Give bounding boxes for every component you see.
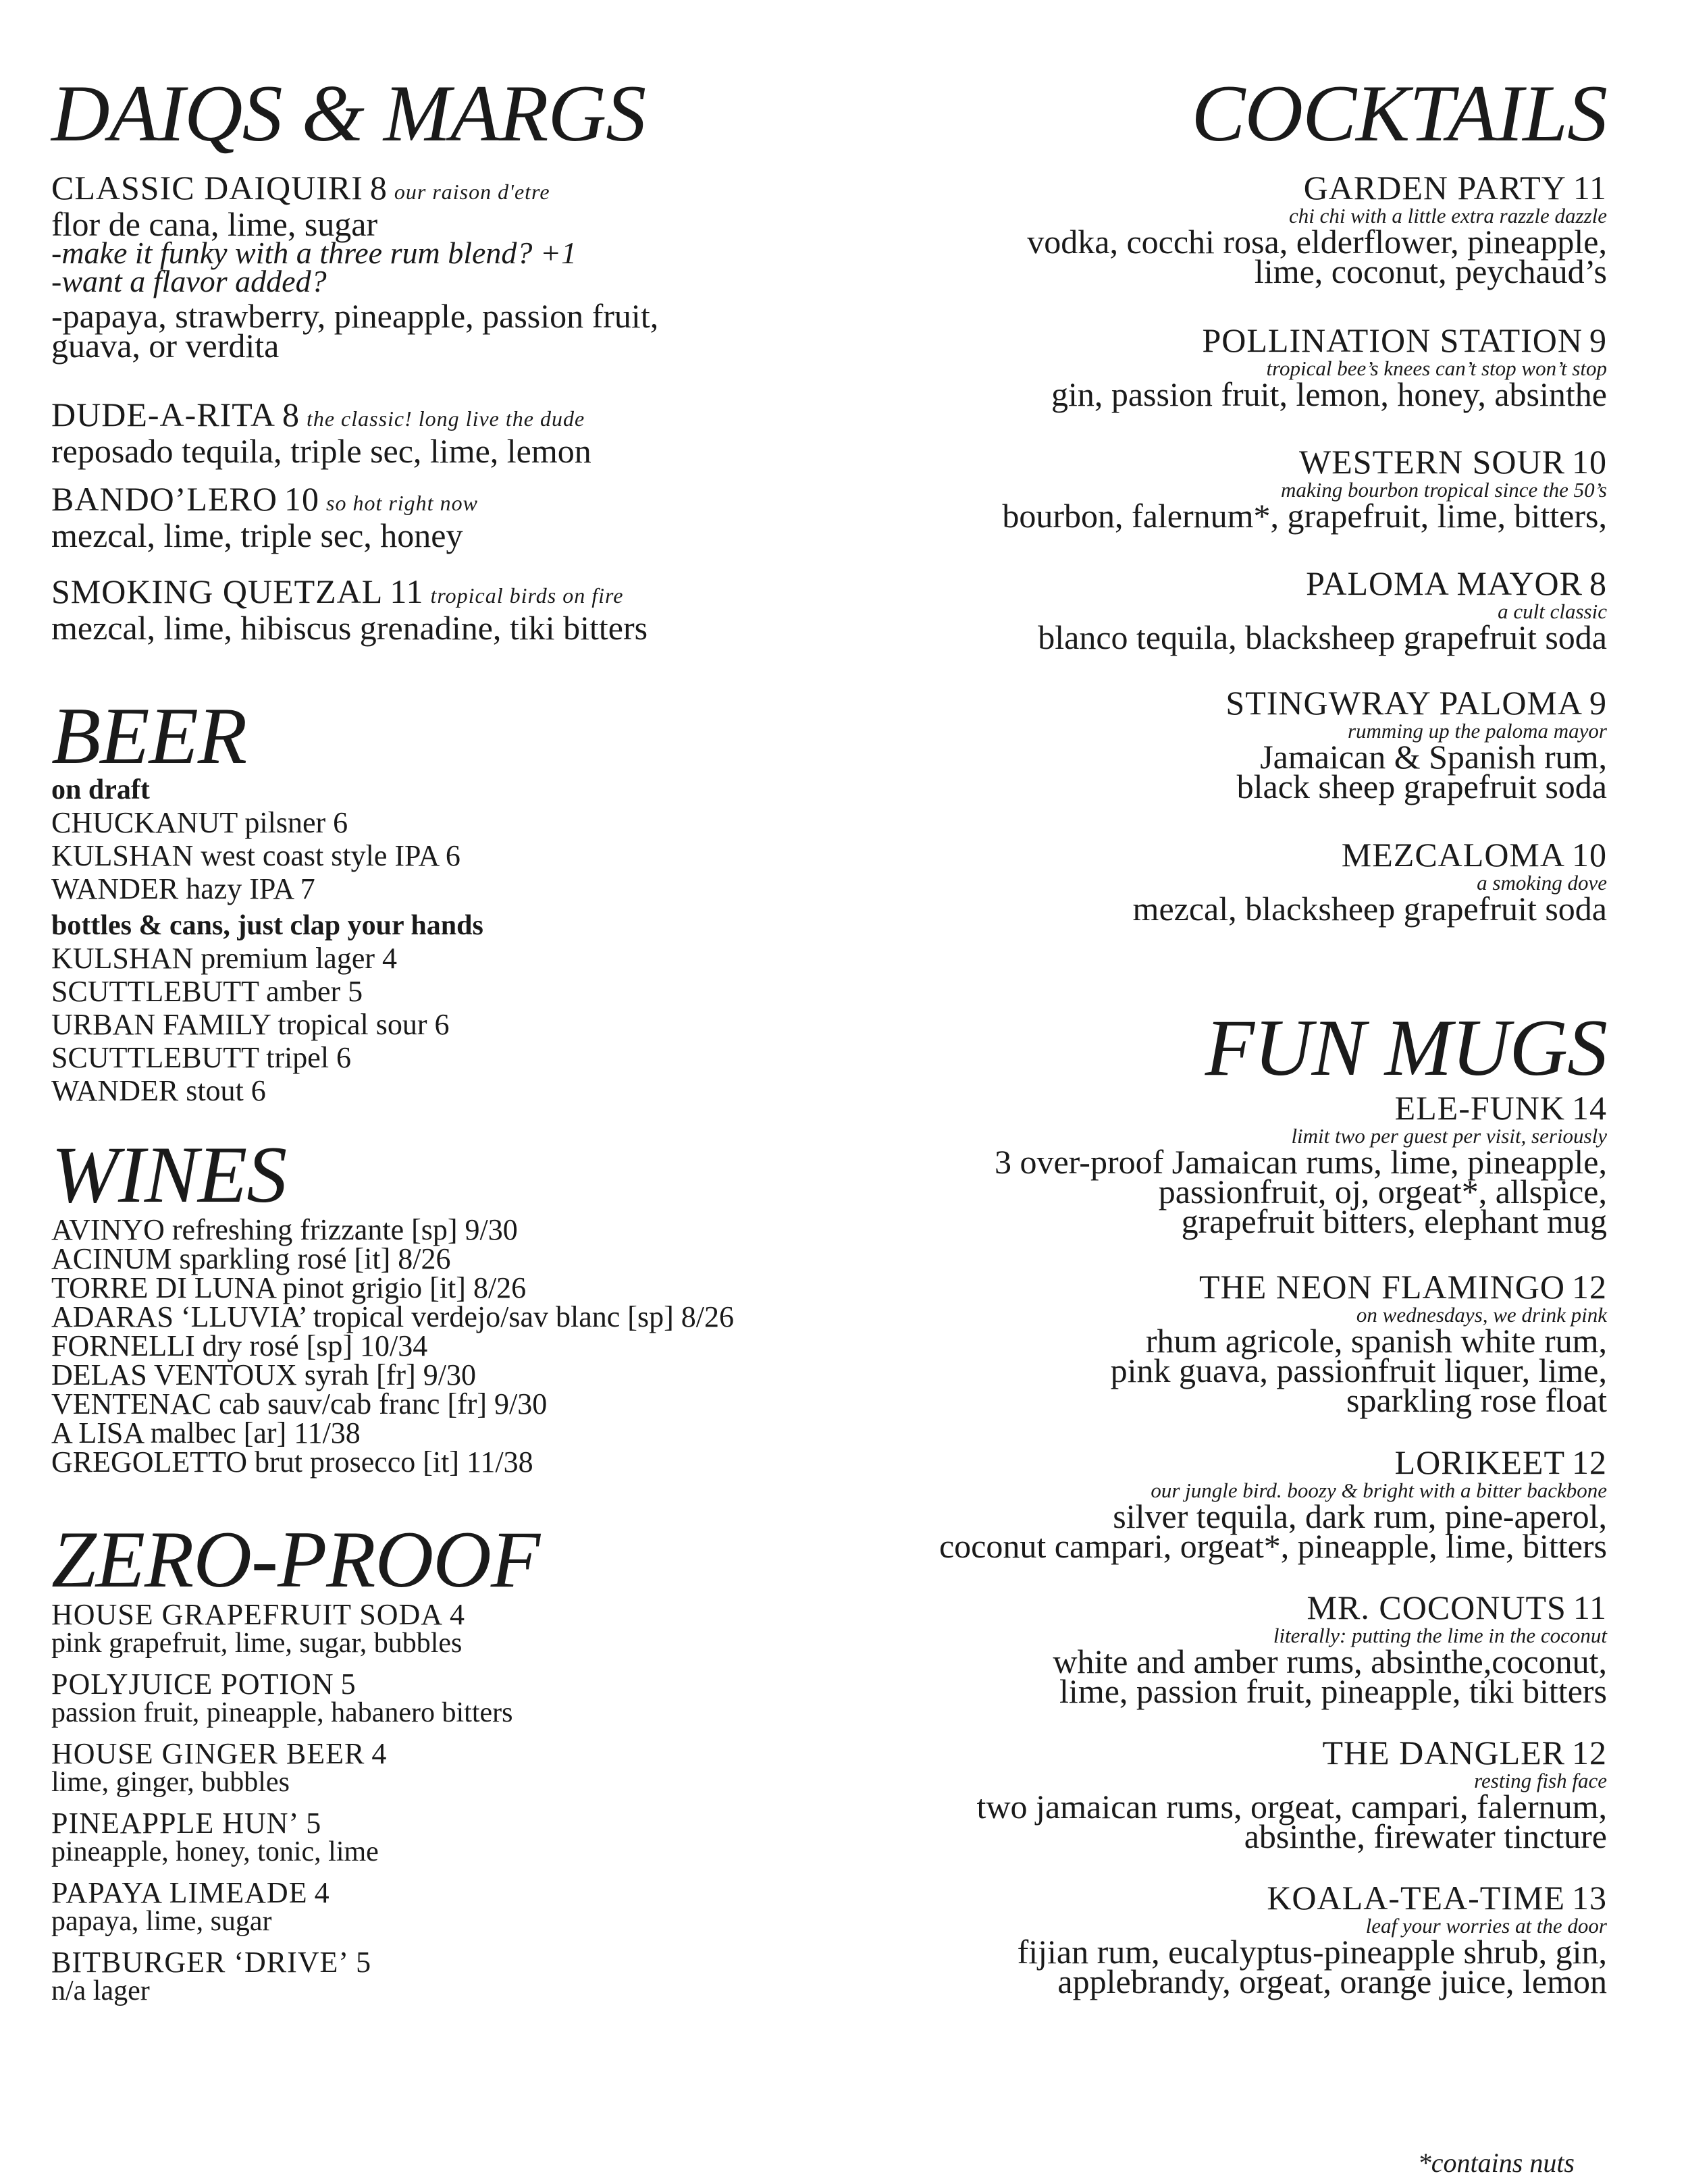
menu-item-bandolero xyxy=(51,480,478,554)
beer-row: KULSHAN west coast style IPA 6 xyxy=(51,839,460,872)
item-tagline: on wednesdays, we drink pink xyxy=(1356,1303,1607,1327)
item-ingredients: lime, passion fruit, pineapple, tiki bitters xyxy=(1059,1672,1607,1710)
item-name: BITBURGER ‘DRIVE’ xyxy=(51,1946,350,1979)
menu-item-papaya-limeade xyxy=(51,1878,330,1935)
beer-subheading-bottles: bottles & cans, just clap your hands xyxy=(51,910,483,941)
menu-item-ele-funk xyxy=(994,1089,1607,1240)
item-tagline: limit two per guest per visit, seriously xyxy=(1291,1124,1607,1148)
item-tagline: a cult classic xyxy=(1498,600,1607,623)
item-ingredients: lime, ginger, bubbles xyxy=(51,1767,290,1798)
item-ingredients: 3 over-proof Jamaican rums, lime, pineapple, xyxy=(994,1143,1607,1181)
item-ingredients: two jamaican rums, orgeat, campari, falernum, xyxy=(976,1788,1607,1826)
item-price: 4 xyxy=(371,1737,388,1770)
item-price: 11 xyxy=(1573,1589,1607,1626)
item-tagline: tropical bee’s knees can’t stop won’t stop xyxy=(1266,356,1607,380)
item-ingredients: passion fruit, pineapple, habanero bitters xyxy=(51,1697,513,1728)
wine-row: A LISA malbec [ar] 11/38 xyxy=(51,1416,361,1449)
beer-row: SCUTTLEBUTT tripel 6 xyxy=(51,1041,352,1074)
section-title-beer: BEER xyxy=(51,691,247,780)
wine-row: TORRE DI LUNA pinot grigio [it] 8/26 xyxy=(51,1271,527,1304)
item-tagline: tropical birds on fire xyxy=(430,583,624,608)
beer-row: URBAN FAMILY tropical sour 6 xyxy=(51,1008,450,1041)
item-name: STINGWRAY PALOMA xyxy=(1225,684,1583,722)
item-price: 8 xyxy=(282,396,300,433)
item-ingredients: flor de cana, lime, sugar xyxy=(51,205,378,243)
item-name: BANDO’LERO xyxy=(51,480,278,518)
menu-item-lorikeet xyxy=(939,1443,1607,1565)
item-ingredients: pink grapefruit, lime, sugar, bubbles xyxy=(51,1628,463,1659)
item-price: 9 xyxy=(1589,321,1607,359)
item-name: CLASSIC DAIQUIRI xyxy=(51,169,363,207)
menu-item-bitburger-drive xyxy=(51,1948,371,2004)
item-flavors: guava, or verdita xyxy=(51,327,280,365)
beer-row: WANDER stout 6 xyxy=(51,1074,266,1107)
item-name: POLLINATION STATION xyxy=(1202,321,1583,359)
section-title-wines: WINES xyxy=(51,1129,287,1219)
item-ingredients: sparkling rose float xyxy=(1346,1381,1607,1419)
wine-row: FORNELLI dry rosé [sp] 10/34 xyxy=(51,1329,428,1362)
wine-list xyxy=(51,1213,734,1479)
item-note: -want a flavor added? xyxy=(51,264,327,298)
menu-item-pineapple-hun xyxy=(51,1809,379,1865)
item-ingredients: papaya, lime, sugar xyxy=(51,1906,272,1937)
wine-row: VENTENAC cab sauv/cab franc [fr] 9/30 xyxy=(51,1387,548,1420)
item-ingredients: pink guava, passionfruit liquer, lime, xyxy=(1110,1352,1607,1389)
item-tagline: chi chi with a little extra razzle dazzle xyxy=(1289,204,1607,228)
item-ingredients: Jamaican & Spanish rum, xyxy=(1260,738,1607,776)
item-ingredients: lime, coconut, peychaud’s xyxy=(1254,252,1607,290)
item-name: SMOKING QUETZAL xyxy=(51,572,384,610)
item-ingredients: vodka, cocchi rosa, elderflower, pineapple, xyxy=(1027,223,1607,261)
menu-item-western-sour xyxy=(1002,443,1607,535)
item-name: POLYJUICE POTION xyxy=(51,1668,334,1701)
item-name: ELE-FUNK xyxy=(1394,1089,1565,1127)
item-price: 12 xyxy=(1572,1443,1607,1481)
item-price: 5 xyxy=(340,1668,357,1701)
menu-item-koala-tea-time xyxy=(1017,1879,1607,2000)
wine-row: AVINYO refreshing frizzante [sp] 9/30 xyxy=(51,1213,518,1246)
item-tagline: a smoking dove xyxy=(1477,871,1607,895)
item-price: 5 xyxy=(356,1946,372,1979)
item-ingredients: coconut campari, orgeat*, pineapple, lime, bitters xyxy=(939,1527,1607,1565)
item-price: 10 xyxy=(284,480,319,518)
item-name: THE NEON FLAMINGO xyxy=(1199,1268,1565,1306)
item-name: KOALA-TEA-TIME xyxy=(1267,1879,1565,1917)
menu-item-classic-daiquiri xyxy=(51,169,659,365)
item-ingredients: mezcal, lime, triple sec, honey xyxy=(51,516,463,554)
section-title-cocktails: COCKTAILS xyxy=(1191,68,1607,158)
item-ingredients: pineapple, honey, tonic, lime xyxy=(51,1836,379,1867)
item-name: PAPAYA LIMEADE xyxy=(51,1876,308,1909)
item-tagline: making bourbon tropical since the 50’s xyxy=(1280,478,1607,502)
beer-row: WANDER hazy IPA 7 xyxy=(51,872,315,905)
item-ingredients: black sheep grapefruit soda xyxy=(1236,768,1607,805)
menu-item-smoking-quetzal xyxy=(51,572,648,647)
item-tagline: so hot right now xyxy=(325,491,478,515)
item-ingredients: n/a lager xyxy=(51,1975,150,2006)
item-name: THE DANGLER xyxy=(1322,1734,1565,1772)
item-name: MR. COCONUTS xyxy=(1307,1589,1566,1626)
item-ingredients: white and amber rums, absinthe,coconut, xyxy=(1053,1643,1607,1680)
menu-item-dude-a-rita xyxy=(51,396,591,470)
item-ingredients: reposado tequila, triple sec, lime, lemon xyxy=(51,432,591,470)
item-ingredients: gin, passion fruit, lemon, honey, absinthe xyxy=(1051,375,1607,413)
beer-row: KULSHAN premium lager 4 xyxy=(51,942,398,975)
item-ingredients: rhum agricole, spanish white rum, xyxy=(1145,1322,1607,1360)
item-name: LORIKEET xyxy=(1394,1443,1565,1481)
menu-item-neon-flamingo xyxy=(1110,1268,1607,1419)
item-name: PALOMA MAYOR xyxy=(1306,564,1583,602)
menu-item-garden-party xyxy=(1027,169,1607,290)
beer-row: CHUCKANUT pilsner 6 xyxy=(51,806,348,839)
item-name: HOUSE GINGER BEER xyxy=(51,1737,365,1770)
item-tagline: our raison d'etre xyxy=(394,180,550,204)
item-flavors: -papaya, strawberry, pineapple, passion fruit, xyxy=(51,297,659,335)
beer-list xyxy=(51,774,483,1107)
item-price: 8 xyxy=(1589,564,1607,602)
menu-item-polyjuice-potion xyxy=(51,1670,512,1726)
item-tagline: leaf your worries at the door xyxy=(1365,1914,1607,1938)
item-ingredients: fijian rum, eucalyptus-pineapple shrub, gin, xyxy=(1017,1933,1607,1971)
item-tagline: resting fish face xyxy=(1474,1769,1607,1792)
beer-subheading-draft: on draft xyxy=(51,774,150,805)
menu-item-pollination-station xyxy=(1051,321,1607,413)
item-price: 13 xyxy=(1572,1879,1607,1917)
item-tagline: our jungle bird. boozy & bright with a bitter backbone xyxy=(1151,1479,1607,1502)
item-name: PINEAPPLE HUN’ xyxy=(51,1807,300,1840)
wine-row: ADARAS ‘LLUVIA’ tropical verdejo/sav blanc [sp] 8/26 xyxy=(51,1300,734,1333)
item-price: 9 xyxy=(1589,684,1607,722)
menu-item-the-dangler xyxy=(976,1734,1607,1855)
item-price: 5 xyxy=(306,1807,322,1840)
item-ingredients: absinthe, firewater tincture xyxy=(1244,1817,1607,1855)
item-name: DUDE-A-RITA xyxy=(51,396,275,433)
item-price: 4 xyxy=(314,1876,330,1909)
item-tagline: the classic! long live the dude xyxy=(306,406,585,431)
item-ingredients: blanco tequila, blacksheep grapefruit soda xyxy=(1038,618,1607,656)
item-ingredients: passionfruit, oj, orgeat*, allspice, xyxy=(1158,1173,1607,1210)
menu-item-house-ginger-beer xyxy=(51,1739,387,1796)
menu-item-paloma-mayor xyxy=(1038,564,1607,656)
item-tagline: literally: putting the lime in the coconut xyxy=(1273,1624,1607,1647)
item-price: 8 xyxy=(369,169,388,207)
item-ingredients: bourbon, falernum*, grapefruit, lime, bitters, xyxy=(1002,497,1607,535)
item-ingredients: mezcal, lime, hibiscus grenadine, tiki bitters xyxy=(51,609,648,647)
item-ingredients: silver tequila, dark rum, pine-aperol, xyxy=(1113,1497,1607,1535)
item-price: 11 xyxy=(390,572,424,610)
section-title-fun-mugs: FUN MUGS xyxy=(1205,1003,1607,1092)
item-price: 11 xyxy=(1573,169,1607,207)
item-price: 10 xyxy=(1572,443,1607,481)
footnote-contains-nuts: *contains nuts xyxy=(1417,2148,1575,2178)
wine-row: ACINUM sparkling rosé [it] 8/26 xyxy=(51,1242,451,1275)
item-name: HOUSE GRAPEFRUIT SODA xyxy=(51,1598,444,1631)
item-price: 4 xyxy=(450,1598,466,1631)
item-name: GARDEN PARTY xyxy=(1303,169,1566,207)
item-name: MEZCALOMA xyxy=(1341,836,1565,874)
item-ingredients: applebrandy, orgeat, orange juice, lemon xyxy=(1057,1963,1607,2000)
item-ingredients: grapefruit bitters, elephant mug xyxy=(1181,1202,1607,1240)
section-title-zero-proof: ZERO-PROOF xyxy=(51,1514,540,1604)
item-price: 12 xyxy=(1572,1734,1607,1772)
item-price: 10 xyxy=(1572,836,1607,874)
wine-row: DELAS VENTOUX syrah [fr] 9/30 xyxy=(51,1358,476,1391)
wine-row: GREGOLETTO brut prosecco [it] 11/38 xyxy=(51,1445,533,1479)
beer-row: SCUTTLEBUTT amber 5 xyxy=(51,975,363,1008)
menu-item-mr-coconuts xyxy=(1053,1589,1607,1710)
item-price: 12 xyxy=(1572,1268,1607,1306)
item-name: WESTERN SOUR xyxy=(1299,443,1565,481)
item-price: 14 xyxy=(1572,1089,1607,1127)
item-tagline: rumming up the paloma mayor xyxy=(1347,719,1607,743)
item-ingredients: mezcal, blacksheep grapefruit soda xyxy=(1132,890,1607,928)
menu-item-mezcaloma xyxy=(1132,836,1607,928)
menu-item-stingwray-paloma xyxy=(1225,684,1607,805)
item-note: -make it funky with a three rum blend? +1 xyxy=(51,236,577,270)
section-title-daiqs-margs: DAIQS & MARGS xyxy=(51,68,646,158)
menu-item-house-grapefruit-soda xyxy=(51,1600,465,1657)
